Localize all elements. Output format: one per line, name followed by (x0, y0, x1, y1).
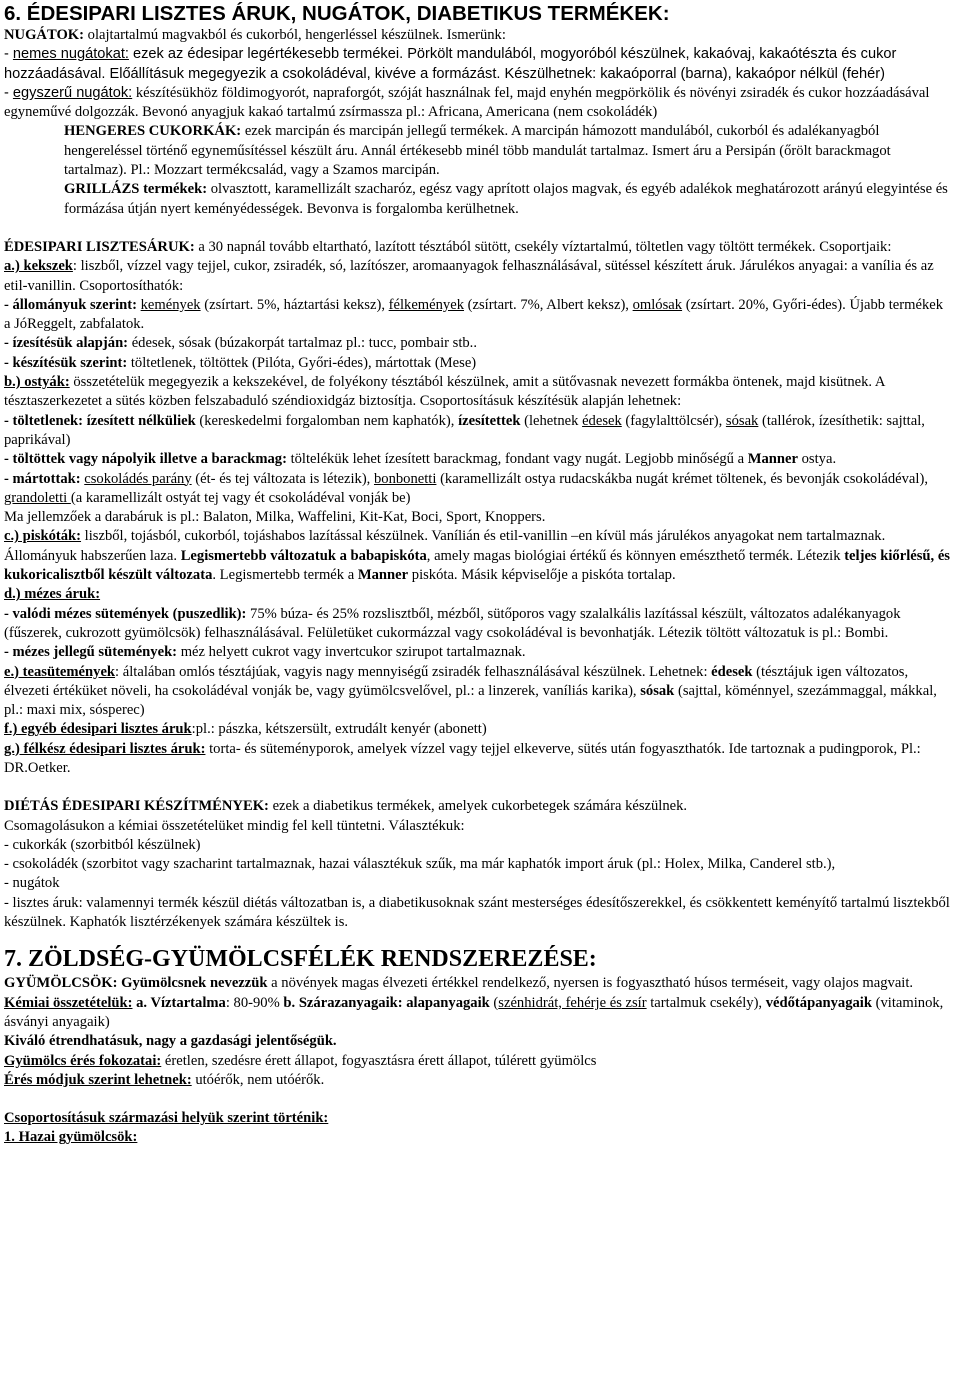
text-nemes-nugat: ezek az édesipar legértékesebb termékei. Pörkölt mandulából, mogyoróból készülnek, kakaóvaj, kakaótészta és cukor hozzáadásával. Előállításuk megegyezik a csokoládéval, kivéve a formázást. (4, 46, 897, 82)
paragraph-grillazs (4, 180, 952, 219)
paragraph-nugat (4, 26, 952, 45)
text: (zsírtart. 20%, Győri-édes). Újabb termékek a JóReggelt, zabfalatok. (4, 296, 944, 333)
paragraph-keksz-izesites (4, 334, 952, 353)
text: liszből, tojásból, cukorból, tojáshabos lazítással készülnek. Vanílián és etil-vanillin –en kívül más járulékos anyagokat nem tartalmaznak. Állományuk habszerűen laza. (4, 528, 886, 564)
text-grillazs: olvasztott, karamellizált szacharóz, egész vagy aprított olajos magvak, és egyéb adalékok meghatározott arányú elegyintése és formázása útján nyert keményédességek. Bevonva is forgalomba kerülhetnek. (64, 181, 948, 217)
label-ostya: b.) ostyák: (4, 374, 70, 391)
label-piskota: c.) piskóták: (4, 528, 82, 545)
term-babapiskota: Legismertebb változatuk a babapiskóta (180, 547, 427, 564)
paragraph-egyszeru-nugat (4, 84, 952, 123)
text-egyszeru-nugat: készítésükhöz földimogyorót, napraforgót, szóját használnak fel, majd enyhén megpörkölik és növényi zsiradék és cukor hozzáadásával egyneművé dolgozzák. Bevonó anyagjuk kakaó tartalmú zsírmassza pl.: Africana, Americana (nem csokoládék) (4, 84, 930, 121)
paragraph-egyeb (4, 720, 952, 739)
paragraph-eres-mod (4, 1071, 952, 1090)
text: (vitaminok, ásványi anyagaik) (4, 994, 944, 1030)
label-egyeb: f.) egyéb édesipari lisztes áruk (4, 721, 192, 738)
paragraph-ostya-darabaru: Ma jellemzőek a darabáruk is pl.: Balaton, Milka, Waffelini, Kit-Kat, Boci, Sport, Knoppers. (4, 509, 546, 526)
text: méz helyett cukrot vagy invertcukor szirupot tartalmaznak. (177, 644, 526, 661)
text-nemes-nugat-2: Készülhetnek: kakaóporral (barna), kakaópor nélkül (fehér) (500, 65, 885, 82)
text: ostya. (797, 451, 837, 468)
label-keksz: a.) kekszek (4, 258, 73, 275)
text: (kereskedelmi forgalomban nem kaphatók), (195, 412, 459, 429)
paragraph-mezes-label (4, 585, 952, 604)
paragraph-ostya-martott (4, 470, 952, 509)
paragraph-ostya-toltetlen (4, 412, 952, 451)
term-vedotapanyag: védőtápanyagaik (765, 994, 876, 1011)
text: torta- és süteményporok, amelyek vízzel vagy tejjel elkeverve, sütés után fogyaszthatók. Ide tartoznak a pudingporok, Pl.: DR.Oetker. (4, 740, 921, 776)
label-toltott: - töltöttek vagy nápolyik illetve a barackmag: (4, 451, 287, 468)
paragraph-lisztes (4, 238, 952, 257)
paragraph-tea (4, 663, 952, 721)
label-mezes-jellegu: - mézes jellegű sütemények: (4, 644, 178, 661)
label-csoportositas: Csoportosításuk származási helyük szerint történik: (4, 1110, 329, 1127)
text: : 80-90% (225, 994, 284, 1011)
text: (lehetnek (520, 412, 583, 429)
label-nemes-nugat: nemes nugátokat: (12, 46, 129, 63)
term-teljes-kiorlesu: teljes kiőrlésű, és kukoricalisztből készült változata (4, 547, 950, 584)
text: a növények magas élvezeti értékkel rendelkező, nyersen is fogyasztható húsos terméseit, vagy olajos magvait. (267, 975, 914, 992)
text-kivalo: Kiváló étrendhatásuk, nagy a gazdasági jelentőségük. (4, 1033, 337, 1050)
text: (a karamellizált ostyát tej vagy ét csokoládéval vonják be) (70, 489, 411, 506)
paragraph-keksz (4, 257, 952, 296)
text: , amely magas biológiai értékű és könnyen emészthető termék. Létezik (426, 547, 845, 564)
label-valodi-mezes: - valódi mézes sütemények (puszedlik): (4, 605, 247, 622)
label-izesites: - ízesítésük alapján: (4, 335, 129, 352)
paragraph-nemes-nugat (4, 45, 952, 84)
dash: - (4, 46, 13, 63)
text: utóérők, nem utóérők. (191, 1071, 325, 1088)
text: 75% búza- és 25% rozslisztből, mézből, sütőporos vagy szalalkális lazítással készült, változatos adalékanyagok (fűszerek, cukrozott gyümölcsök) felhasználásával. Felületüket cukormázzal vagy csokoládéval is bevonhatják. Létezik töltött változatuk is pl.: Bombi. (4, 605, 901, 641)
list-item-cukorkak: - cukorkák (szorbitból készülnek) (4, 836, 201, 853)
label-hengeres: HENGERES CUKORKÁK: (64, 123, 242, 140)
paragraph-ostya (4, 373, 952, 412)
term-kemenyek: kemények (140, 296, 201, 313)
label-toltetlen: - töltetlenek: (4, 412, 84, 429)
list-item-csokoladek: - csokoládék (szorbitot vagy szacharint tartalmaznak, hazai választékuk szűk, ma már kaphatók import áruk (pl.: Holex, Milka, Canderel stb.), (4, 856, 836, 873)
paragraph-piskota (4, 527, 952, 585)
label-martott: - mártottak: (4, 470, 81, 487)
text-nugat-intro: olajtartalmú magvakból és cukorból, hengerléssel készülnek. Ismerünk: (84, 27, 506, 43)
label-nugatok: NUGÁTOK: (4, 27, 85, 43)
paragraph-keksz-keszites (4, 354, 952, 373)
term-viztartalma: a. Víztartalma (132, 994, 226, 1011)
label-gyumolcsok: GYÜMÖLCSÖK: Gyümölcsnek nevezzük (4, 975, 268, 992)
label-felkesz: g.) félkész édesipari lisztes áruk: (4, 740, 206, 757)
paragraph-eres-fokozat (4, 1052, 952, 1071)
label-kemiai: Kémiai összetételük: (4, 994, 133, 1011)
paragraph-felkesz (4, 740, 952, 779)
list-item-nugatok: - nugátok (4, 875, 60, 892)
text-keksz: : liszből, vízzel vagy tejjel, cukor, zsiradék, só, lazítószer, aromaanyagok felhasználásával, sütéssel készített áruk. Járulékos anyagai: a vanília és az etil-vanillin. Csoportosíthatók: (4, 258, 934, 294)
paragraph-mezes-jellegu (4, 643, 952, 662)
text: :pl.: pászka, kétszersült, extrudált kenyér (abonett) (191, 721, 487, 738)
text-ostya: összetételük megegyezik a kekszekével, de folyékony tésztából készülnek, amit a sütővasnak nevezett formákba öntenek, majd kisütnek. A tésztaszerkezetet a sütés közben felszabaduló széndioxidgáz biztosítja. Csoportosításuk készítésük alapján lehetnek: (4, 374, 885, 410)
paragraph-ostya-toltott (4, 450, 952, 469)
term-felkemenyek: félkemények (388, 296, 465, 313)
text-lisztes: a 30 napnál tovább eltartható, lazított tésztából sütött, csekély víztartalmú, töltetlen vagy töltött termékek. Csoportjaik: (194, 238, 892, 255)
paragraph-dietas-2: Csomagolásukon a kémiai összetételüket mindig fel kell tüntetni. Választékuk: (4, 817, 465, 834)
label-tea: e.) teasütemények (4, 663, 116, 680)
dash: - (4, 84, 13, 101)
list-item-lisztes-aruk: - lisztes áruk: valamennyi termék készül diétás változatban is, a diabetikusoknak szánt mesterséges édesítőszerekkel, és csökkentett keményítő tartalmú lisztekből készülnek. Kaphatók lisztérzékenyek számára készültek is. (4, 894, 950, 931)
paragraph-hazai (4, 1128, 952, 1147)
text: (karamellizált ostya rudacskákba nugát krémet töltenek, és bevonják csokoládéval), (436, 470, 928, 487)
text: ezek a diabetikus termékek, amelyek cukorbetegek számára készülnek. (268, 798, 688, 815)
text: (ét- és tej változata is létezik), (191, 470, 374, 487)
paragraph-hengeres (4, 122, 952, 180)
text: tartalmuk csekély), (646, 994, 766, 1011)
label-eres-fokozat: Gyümölcs érés fokozatai: (4, 1052, 162, 1069)
term-grandoletti: grandoletti (4, 489, 71, 506)
label-allomany: - állományuk szerint: (4, 296, 137, 313)
term-manner: Manner (747, 451, 798, 468)
term-izesitettek: ízesítettek (458, 412, 521, 429)
text: (tésztájuk igen változatos, élvezeti értéküket növeli, ha csokoládéval vonják be, vagy gyümölcsvelővel, pl.: a linzerek, vaníliás karika), (4, 663, 909, 699)
label-egyszeru-nugat: egyszerű nugátok: (12, 84, 133, 101)
paragraph-mezes-valodi (4, 605, 952, 644)
label-mezes: d.) mézes áruk: (4, 586, 101, 603)
label-lisztes: ÉDESIPARI LISZTESÁRUK: (4, 238, 195, 255)
text: (zsírtart. 7%, Albert keksz), (464, 296, 633, 313)
term-izesitett-nelkul: ízesített nélküliek (83, 412, 196, 429)
paragraph-gyumolcs (4, 974, 952, 1032)
term-omlosak: omlósak (632, 296, 683, 313)
paragraph-csoportositas (4, 1109, 952, 1128)
text: éretlen, szedésre érett állapot, fogyasztásra érett állapot, túlérett gyümölcs (161, 1052, 597, 1069)
heading-section-7: 7. ZÖLDSÉG-GYÜMÖLCSFÉLÉK RENDSZEREZÉSE: (4, 946, 597, 973)
text: (tallérok, ízesíthetik: sajttal, paprikával) (4, 412, 925, 448)
text: ( (489, 994, 499, 1011)
text: (zsírtart. 5%, háztartási keksz), (200, 296, 389, 313)
text: töltelékük lehet ízesített barackmag, fondant vagy nugát. Legjobb minőségű a (286, 451, 748, 468)
term-szenhidrat: szénhidrát, fehérje és zsír (498, 994, 647, 1011)
label-keszites: - készítésük szerint: (4, 354, 128, 371)
term-csokolades-parany: csokoládés parány (84, 470, 192, 487)
term-sosak: sósak (640, 682, 675, 699)
term-edesek: édesek (711, 663, 753, 680)
text: piskóta. Másik képviselője a piskóta tortalap. (408, 567, 676, 584)
text: töltetlenek, töltöttek (Pilóta, Győri-édes), mártottak (Mese) (127, 354, 477, 371)
text: édesek, sósak (búzakorpát tartalmaz pl.: tucc, pombair stb.. (128, 335, 477, 352)
label-grillazs: GRILLÁZS termékek: (64, 181, 208, 198)
text: . Legismertebb termék a (212, 567, 358, 584)
label-dietas: DIÉTÁS ÉDESIPARI KÉSZÍTMÉNYEK: (4, 798, 269, 815)
term-szarazanyagaik: b. Szárazanyagaik: alapanyagaik (283, 994, 490, 1011)
label-hazai-gyumolcsok: 1. Hazai gyümölcsök: (4, 1129, 138, 1146)
term-edesek: édesek (582, 412, 622, 429)
text-hengeres: ezek marcipán és marcipán jellegű termékek. A marcipán hámozott mandulából, cukorból és adalékanyagból hengereléssel történő egyneműsítéssel készült áru. Annál értékesebb minél több mandulát tartalmaz. Ismert áru a Persipán (őrölt barackmagot tartalmaz). Pl.: Mozzart termékcsalád, vagy a Szamos marcipán. (64, 123, 891, 179)
text: : általában omlós tésztájúak, vagyis nagy mennyiségű zsiradék felhasználásával készülnek. Lehetnek: (115, 663, 712, 680)
term-bonbonetti: bonbonetti (373, 470, 437, 487)
text: (fagylalttölcsér), (621, 412, 726, 429)
document (4, 0, 952, 1148)
label-eres-mod: Érés módjuk szerint lehetnek: (4, 1071, 192, 1088)
heading-section-6: 6. ÉDESIPARI LISZTES ÁRUK, NUGÁTOK, DIABETIKUS TERMÉKEK: (4, 2, 670, 25)
text: (sajttal, köménnyel, szezámmaggal, mákkal, pl.: maxi mix, sósperec) (4, 682, 937, 719)
paragraph-dietas (4, 797, 952, 816)
paragraph-kivalo (4, 1032, 952, 1051)
term-sosak: sósak (725, 412, 759, 429)
paragraph-keksz-allomany (4, 296, 952, 335)
term-manner: Manner (357, 567, 409, 584)
